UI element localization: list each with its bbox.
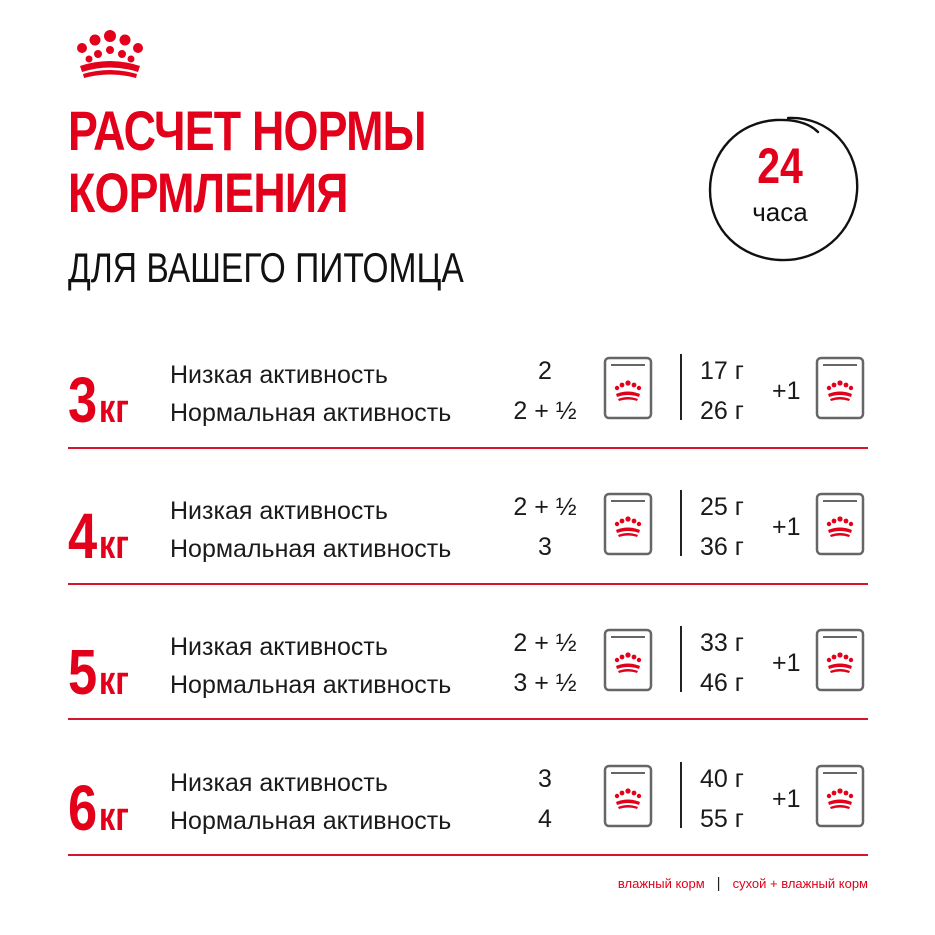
normal-activity-label: Нормальная активность [170, 399, 452, 427]
wet-normal-value: 2 + ½ [513, 397, 577, 425]
wet-low-value: 2 [538, 357, 552, 385]
wet-low-value: 2 + ½ [513, 493, 577, 521]
column-divider [680, 762, 682, 828]
pouch-icon [815, 492, 865, 556]
dry-low-value: 25 г [700, 493, 744, 521]
column-divider [680, 354, 682, 420]
page-title [68, 100, 426, 224]
crown-logo-icon [70, 28, 150, 80]
legend-separator: | [716, 875, 721, 892]
pouch-icon [603, 764, 653, 828]
row-divider [68, 718, 868, 720]
legend-mixed: сухой + влажный корм [732, 876, 868, 891]
wet-low-value: 3 [538, 765, 552, 793]
pouch-icon [603, 628, 653, 692]
pouch-icon [603, 492, 653, 556]
weight-value: 4кг [68, 500, 129, 572]
column-divider [680, 626, 682, 692]
pouch-icon [815, 764, 865, 828]
normal-activity-label: Нормальная активность [170, 535, 452, 563]
table-row [0, 350, 935, 450]
plus-pouch-label: +1 [772, 649, 801, 677]
low-activity-label: Низкая активность [170, 633, 388, 661]
weight-value: 3кг [68, 364, 129, 436]
table-row [0, 622, 935, 722]
row-divider [68, 854, 868, 856]
wet-normal-value: 3 + ½ [513, 669, 577, 697]
dry-normal-value: 26 г [700, 397, 744, 425]
title-line-2: КОРМЛЕНИЯ [68, 161, 348, 224]
low-activity-label: Низкая активность [170, 769, 388, 797]
title-line-1: РАСЧЕТ НОРМЫ [68, 99, 426, 162]
pouch-icon [815, 356, 865, 420]
wet-low-value: 2 + ½ [513, 629, 577, 657]
plus-pouch-label: +1 [772, 377, 801, 405]
table-row [0, 758, 935, 858]
wet-normal-value: 3 [538, 533, 552, 561]
badge-unit: часа [752, 197, 808, 227]
weight-value: 6кг [68, 772, 129, 844]
wet-normal-value: 4 [538, 805, 552, 833]
dry-normal-value: 36 г [700, 533, 744, 561]
page-subtitle: ДЛЯ ВАШЕГО ПИТОМЦА [68, 244, 464, 291]
legend-wet: влажный корм [617, 876, 705, 891]
row-divider [68, 583, 868, 585]
pouch-icon [603, 356, 653, 420]
normal-activity-label: Нормальная активность [170, 807, 452, 835]
table-row [0, 486, 935, 586]
low-activity-label: Низкая активность [170, 361, 388, 389]
pouch-icon [815, 628, 865, 692]
normal-activity-label: Нормальная активность [170, 671, 452, 699]
column-divider [680, 490, 682, 556]
plus-pouch-label: +1 [772, 785, 801, 813]
low-activity-label: Низкая активность [170, 497, 388, 525]
plus-pouch-label: +1 [772, 513, 801, 541]
dry-low-value: 33 г [700, 629, 744, 657]
dry-low-value: 17 г [700, 357, 744, 385]
weight-value: 5кг [68, 636, 129, 708]
row-divider [68, 447, 868, 449]
dry-normal-value: 55 г [700, 805, 744, 833]
badge-number: 24 [757, 138, 803, 194]
legend [480, 875, 868, 892]
dry-normal-value: 46 г [700, 669, 744, 697]
dry-low-value: 40 г [700, 765, 744, 793]
